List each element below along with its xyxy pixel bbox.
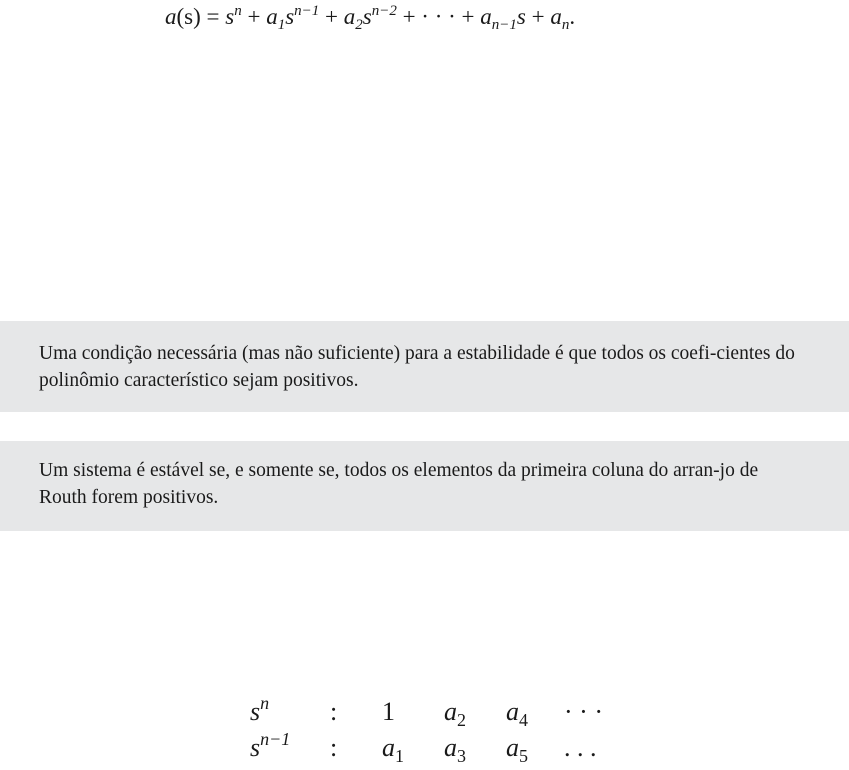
stability-necessary-condition-box <box>0 321 849 412</box>
eq-term-4-coef: a <box>480 4 492 29</box>
characteristic-polynomial-equation <box>165 2 575 32</box>
routh-cell-base: a <box>444 697 457 726</box>
routh-cell-sub: 2 <box>457 710 466 730</box>
routh-cell <box>444 694 506 730</box>
routh-cell-base: a <box>382 733 395 762</box>
routh-power-base: s <box>250 697 261 726</box>
routh-separator: : <box>330 697 338 726</box>
routh-row-power <box>250 730 330 766</box>
routh-criterion-box <box>0 441 849 531</box>
routh-row <box>250 694 624 730</box>
eq-plus-2: + <box>319 4 344 29</box>
eq-term-4-base: s <box>516 4 526 29</box>
eq-lhs-arg: (s) = <box>176 4 226 29</box>
routh-cell <box>382 730 444 766</box>
routh-power-exp: n−1 <box>260 729 291 749</box>
eq-term-3-base: s <box>362 4 372 29</box>
eq-ellipsis: + · · · + <box>396 4 481 29</box>
eq-term-4-sub: n−1 <box>491 17 517 33</box>
eq-period: . <box>569 4 576 29</box>
routh-row <box>250 730 624 766</box>
routh-cell-value: 1 <box>382 697 395 726</box>
routh-criterion-text: Um sistema é estável se, e somente se, todos os elementos da primeira coluna do arran-jo de Routh forem positivos. <box>39 460 759 508</box>
eq-term-1-base: s <box>225 4 235 29</box>
routh-ellipsis: . . . <box>564 733 597 762</box>
routh-cell-base: a <box>506 733 519 762</box>
routh-power-base: s <box>250 733 261 762</box>
eq-term-3-coef: a <box>343 4 356 29</box>
eq-term-2-base: s <box>285 4 295 29</box>
routh-ellipsis: · · · <box>564 697 603 726</box>
routh-cell-sub: 1 <box>395 746 404 766</box>
routh-cell-base: a <box>444 733 457 762</box>
eq-lhs-func: a <box>165 4 177 29</box>
eq-term-3-sub: 2 <box>355 17 363 33</box>
routh-separator: : <box>330 733 338 762</box>
routh-cell-sub: 4 <box>519 710 528 730</box>
eq-plus-1: + <box>241 4 267 29</box>
routh-cell-base: a <box>506 697 519 726</box>
routh-row-power <box>250 694 330 730</box>
eq-term-1-exp: n <box>234 3 242 19</box>
eq-term-2-sub: 1 <box>277 17 286 33</box>
eq-term-2-exp: n−1 <box>294 3 320 19</box>
routh-cell <box>382 694 444 730</box>
routh-cell <box>506 694 564 730</box>
routh-cell-sub: 5 <box>519 746 528 766</box>
routh-cell <box>444 730 506 766</box>
eq-term-2-coef: a <box>266 4 278 29</box>
routh-array <box>250 694 624 766</box>
stability-necessary-condition-text: Uma condição necessária (mas não suficiente) para a estabilidade é que todos os coefi-cientes do polinômio característico sejam positivos. <box>39 343 795 391</box>
eq-term-5-coef: a <box>550 4 562 29</box>
routh-power-exp: n <box>260 693 270 713</box>
eq-term-3-exp: n−2 <box>371 3 397 19</box>
eq-plus-3: + <box>525 4 551 29</box>
eq-term-5-sub: n <box>561 17 570 33</box>
routh-cell-sub: 3 <box>457 746 466 766</box>
routh-cell <box>506 730 564 766</box>
